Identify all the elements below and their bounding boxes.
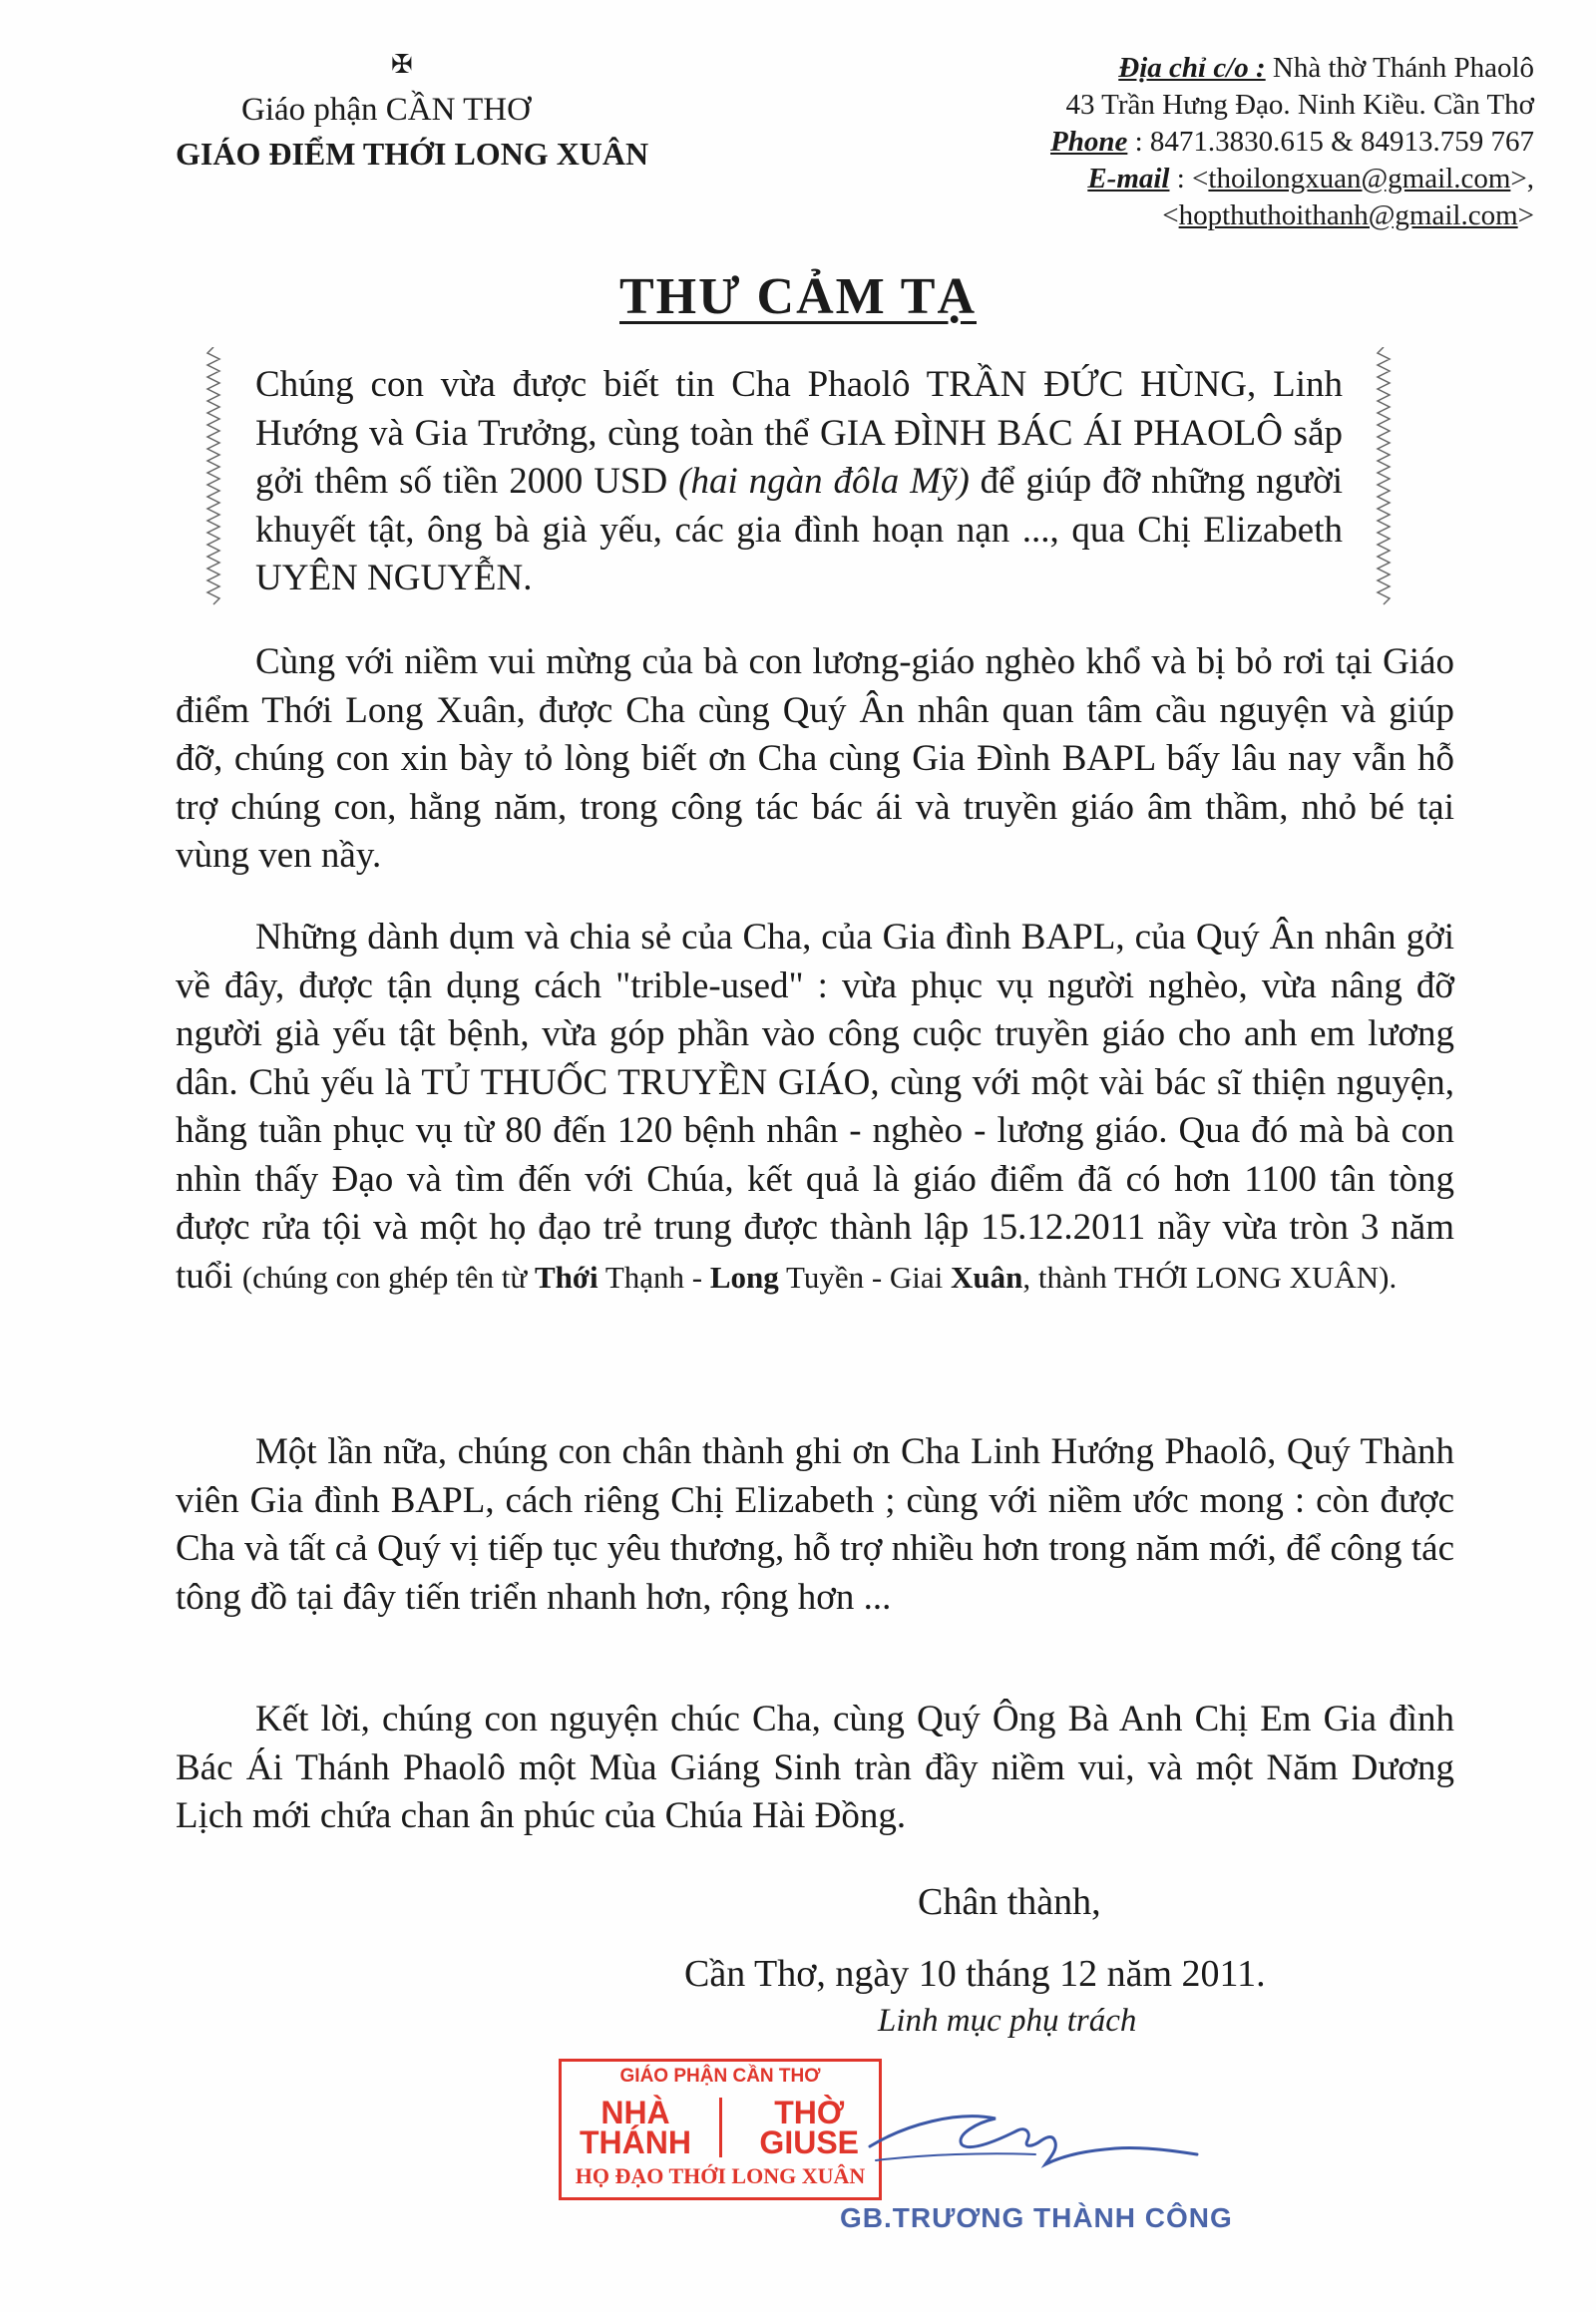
phone-number: : 8471.3830.615 & 84913.759 767 [1127,126,1534,158]
paragraph-christmas-wishes: Kết lời, chúng con nguyện chúc Cha, cùng Quý Ông Bà Anh Chị Em Gia đình Bác Ái Thánh Phaolô một Mùa Giáng Sinh tràn đầy niềm vui, và một Năm Dương Lịch mới chứa chan ân phúc của Chúa Hài Đồng. [176,1699,1454,1836]
email-label: E-mail [1087,163,1170,194]
address-block: Địa chỉ c/o : Nhà thờ Thánh Phaolô 43 Trần Hưng Đạo. Ninh Kiều. Cần Thơ Phone : 8471.3830.615 & 84913.759 767 E-mail : <thoilongxuan@gmail.com>, <hopthuthoithanh@gmail.com> [1050,52,1534,231]
email-link-1[interactable]: thoilongxuan@gmail.com [1208,163,1511,194]
closing-salutation: Chân thành, [918,1881,1101,1923]
place-and-date: Cần Thơ, ngày 10 tháng 12 năm 2011. [684,1953,1266,1995]
address-line1: Nhà thờ Thánh Phaolô [1265,52,1534,84]
mission-name: GIÁO ĐIỂM THỚI LONG XUÂN [176,136,649,172]
cross-icon: ✠ [391,50,413,79]
email-link-2[interactable]: hopthuthoithanh@gmail.com [1178,199,1518,231]
diocese-name: Giáo phận CẦN THƠ [241,92,531,128]
stamp-diocese: GIÁO PHẬN CẦN THƠ [619,2066,821,2087]
stamp-divider [719,2098,722,2157]
right-border-ornament [1376,347,1392,606]
paragraph-gratitude: Cùng với niềm vui mừng của bà con lương-giáo nghèo khổ và bị bỏ rơi tại Giáo điểm Thới Long Xuân, được Cha cùng Quý Ân nhân quan tâm cầu nguyện và giúp đỡ, chúng con xin bày tỏ lòng biết ơn Cha cùng Gia Đình BAPL bấy lâu nay vẫn hỗ trợ chúng con, hằng năm, trong công tác bác ái và truyền giáo âm thầm, nhỏ bé tại vùng ven nầy. [176,641,1454,876]
stamp-left-text: NHÀ THÁNH [580,2095,691,2160]
stamp-right-text: THỜ GIUSE [759,2095,859,2160]
parish-stamp [559,2059,882,2200]
priest-title: Linh mục phụ trách [878,2003,1137,2039]
phone-label: Phone [1050,126,1128,158]
left-border-ornament [205,347,221,606]
stamp-parish: HỌ ĐẠO THỚI LONG XUÂN [575,2163,866,2188]
handwritten-signature [866,2085,1205,2184]
paragraph-mission-work: Những dành dụm và chia sẻ của Cha, của Gia đình BAPL, của Quý Ân nhân gởi về đây, được tận dụng cách "trible-used" : vừa phục vụ người nghèo, vừa nâng đỡ người già yếu tật bệnh, vừa góp phần vào công cuộc truyền giáo cho anh em lương dân. Chủ yếu là TỦ THUỐC TRUYỀN GIÁO, cùng với một vài bác sĩ thiện nguyện, hằng tuần phục vụ từ 80 đến 120 bệnh nhân - nghèo - lương giáo. Qua đó mà bà con nhìn thấy Đạo và tìm đến với Chúa, kết quả là giáo điểm đã có hơn 1100 tân tòng được rửa tội và một họ đạo trẻ trung được thành lập 15.12.2011 nầy vừa tròn 3 năm tuổi (chúng con ghép tên từ Thới Thạnh - Long Tuyền - Giai Xuân, thành THỚI LONG XUÂN). [176,917,1454,1297]
paragraph-announcement: Chúng con vừa được biết tin Cha Phaolô TRẦN ĐỨC HÙNG, Linh Hướng và Gia Trưởng, cùng toàn thể GIA ĐÌNH BÁC ÁI PHAOLÔ sắp gởi thêm số tiền 2000 USD (hai ngàn đôla Mỹ) để giúp đỡ những người khuyết tật, ông bà già yếu, các gia đình hoạn nạn ..., qua Chị Elizabeth UYÊN NGUYỄN. [255,364,1343,598]
address-label: Địa chỉ c/o : [1118,52,1266,84]
signer-name: GB.TRƯƠNG THÀNH CÔNG [840,2202,1233,2233]
paragraph-thanks-again: Một lần nữa, chúng con chân thành ghi ơn Cha Linh Hướng Phaolô, Quý Thành viên Gia đình BAPL, cách riêng Chị Elizabeth ; cùng với niềm ước mong : còn được Cha và tất cả Quý vị tiếp tục yêu thương, hỗ trợ nhiều hơn trong năm mới, để công tác tông đồ tại đây tiến triển nhanh hơn, rộng hơn ... [176,1431,1454,1618]
address-line2: 43 Trần Hưng Đạo. Ninh Kiều. Cần Thơ [1065,89,1534,121]
letter-title: THƯ CẢM TẠ [619,268,977,325]
